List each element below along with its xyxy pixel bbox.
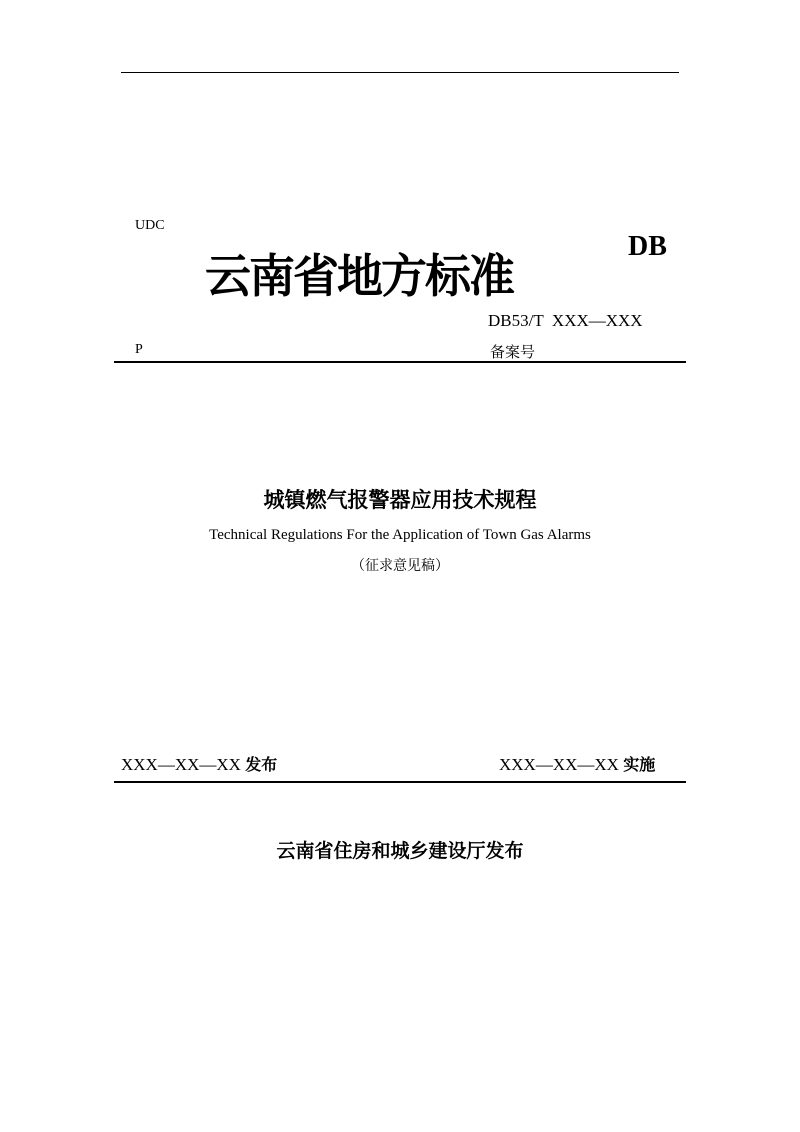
issuer: 云南省住房和城乡建设厅发布 (276, 840, 524, 862)
dates-rule (114, 781, 686, 783)
document-title-cn: 城镇燃气报警器应用技术规程 (263, 488, 537, 512)
publish-label: 发布 (245, 755, 278, 774)
standard-title: 云南省地方标准 (205, 249, 513, 303)
udc-label: UDC (135, 218, 165, 233)
publish-date: XXX—XX—XX (121, 755, 241, 774)
draft-note: （征求意见稿） (351, 559, 449, 574)
record-number-label: 备案号 (490, 345, 536, 361)
implement-label: 实施 (623, 755, 656, 774)
standard-code: DB53/T XXX—XXX (488, 311, 643, 330)
document-title-en: Technical Regulations For the Application of Town Gas Alarms (209, 527, 591, 543)
header-rule (114, 361, 686, 363)
publish-date-line (121, 752, 277, 775)
top-rule (121, 72, 679, 73)
p-label: P (135, 342, 143, 357)
implement-date-line (499, 752, 655, 775)
implement-date: XXX—XX—XX (499, 755, 619, 774)
db-mark: DB (628, 231, 667, 262)
